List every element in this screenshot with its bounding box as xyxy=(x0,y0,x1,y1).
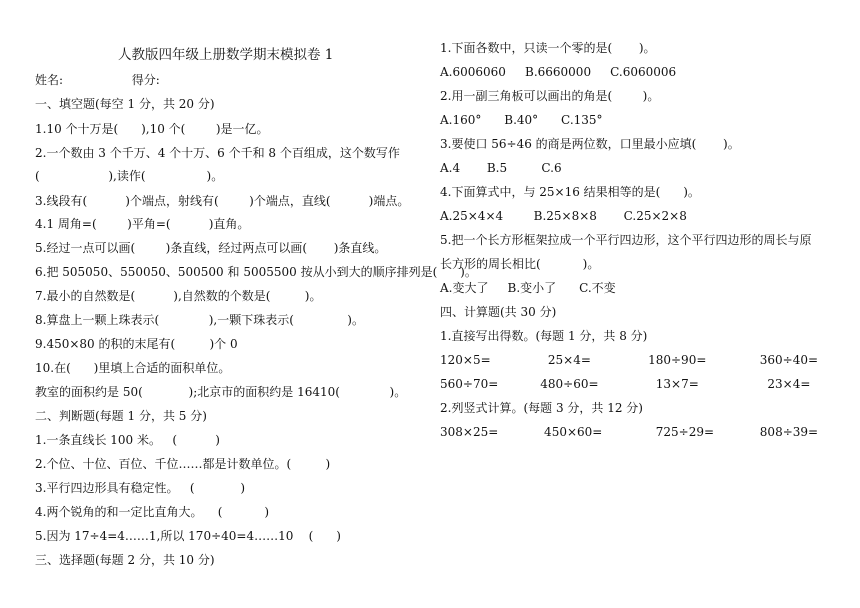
question-line: 1.一条直线长 100 米。 ( ) xyxy=(35,433,220,447)
section-heading: 一、填空题(每空 1 分，共 20 分) xyxy=(35,97,215,111)
question-line: 6.把 505050、550050、500500 和 5005500 按从小到大的顺序排列是( )。 xyxy=(35,265,477,279)
question-line: 3.平行四边形具有稳定性。 ( ) xyxy=(35,481,246,495)
question-line: 5.因为 17÷4=4……1,所以 170÷40=4……10 ( ) xyxy=(35,529,341,543)
choices-line: A.变大了 B.变小了 C.不变 xyxy=(440,281,616,295)
question-line: 1.10 个十万是( ),10 个( )是一亿。 xyxy=(35,122,269,136)
question-line: 3.线段有( )个端点，射线有( )个端点，直线( )端点。 xyxy=(35,194,410,208)
question-line: 7.最小的自然数是( ),自然数的个数是( )。 xyxy=(35,289,322,303)
question-line: 5.经过一点可以画( )条直线，经过两点可以画( )条直线。 xyxy=(35,241,387,255)
section-heading: 三、选择题(每题 2 分，共 10 分) xyxy=(35,553,215,567)
question-line: 2.用一副三角板可以画出的角是( )。 xyxy=(440,89,660,103)
choices-line: A.4 B.5 C.6 xyxy=(440,161,562,175)
question-line: 1.下面各数中，只读一个零的是( )。 xyxy=(440,41,656,55)
calc-row: 560÷70= 480÷60= 13×7= 23×4= xyxy=(440,377,811,391)
section-heading: 二、判断题(每题 1 分，共 5 分) xyxy=(35,409,207,423)
choices-line: A.160° B.40° C.135° xyxy=(440,113,603,127)
question-line: 1.直接写出得数。(每题 1 分，共 8 分) xyxy=(440,329,648,343)
name-score-line: 姓名: 得分: xyxy=(35,73,160,87)
question-line: 3.要使口 56÷46 的商是两位数，口里最小应填( )。 xyxy=(440,137,740,151)
question-line: 2.一个数由 3 个千万、4 个十万、6 个千和 8 个百组成，这个数写作 xyxy=(35,146,400,160)
question-line: 8.算盘上一颗上珠表示( ),一颗下珠表示( )。 xyxy=(35,313,364,327)
calc-row: 120×5= 25×4= 180÷90= 360÷40= xyxy=(440,353,819,367)
section-heading: 四、计算题(共 30 分) xyxy=(440,305,557,319)
question-line: 教室的面积约是 50( );北京市的面积约是 16410( )。 xyxy=(35,385,407,399)
choices-line: A.25×4×4 B.25×8×8 C.25×2×8 xyxy=(440,209,687,223)
question-line: 4.下面算式中，与 25×16 结果相等的是( )。 xyxy=(440,185,700,199)
question-line: ( ),读作( )。 xyxy=(35,169,224,183)
question-line: 4.1 周角=( )平角=( )直角。 xyxy=(35,217,250,231)
choices-line: A.6006060 B.6660000 C.6060006 xyxy=(440,65,677,79)
question-line: 5.把一个长方形框架拉成一个平行四边形，这个平行四边形的周长与原 xyxy=(440,233,812,247)
question-line: 4.两个锐角的和一定比直角大。 ( ) xyxy=(35,505,270,519)
question-line: 2.列竖式计算。(每题 3 分，共 12 分) xyxy=(440,401,643,415)
question-line: 2.个位、十位、百位、千位……都是计数单位。( ) xyxy=(35,457,331,471)
question-line: 长方形的周长相比( )。 xyxy=(440,257,600,271)
question-line: 10.在( )里填上合适的面积单位。 xyxy=(35,361,231,375)
calc-row: 308×25= 450×60= 725÷29= 808÷39= xyxy=(440,425,819,439)
page-title: 人教版四年级上册数学期末模拟卷 1 xyxy=(118,47,334,63)
question-line: 9.450×80 的积的末尾有( )个 0 xyxy=(35,337,238,351)
